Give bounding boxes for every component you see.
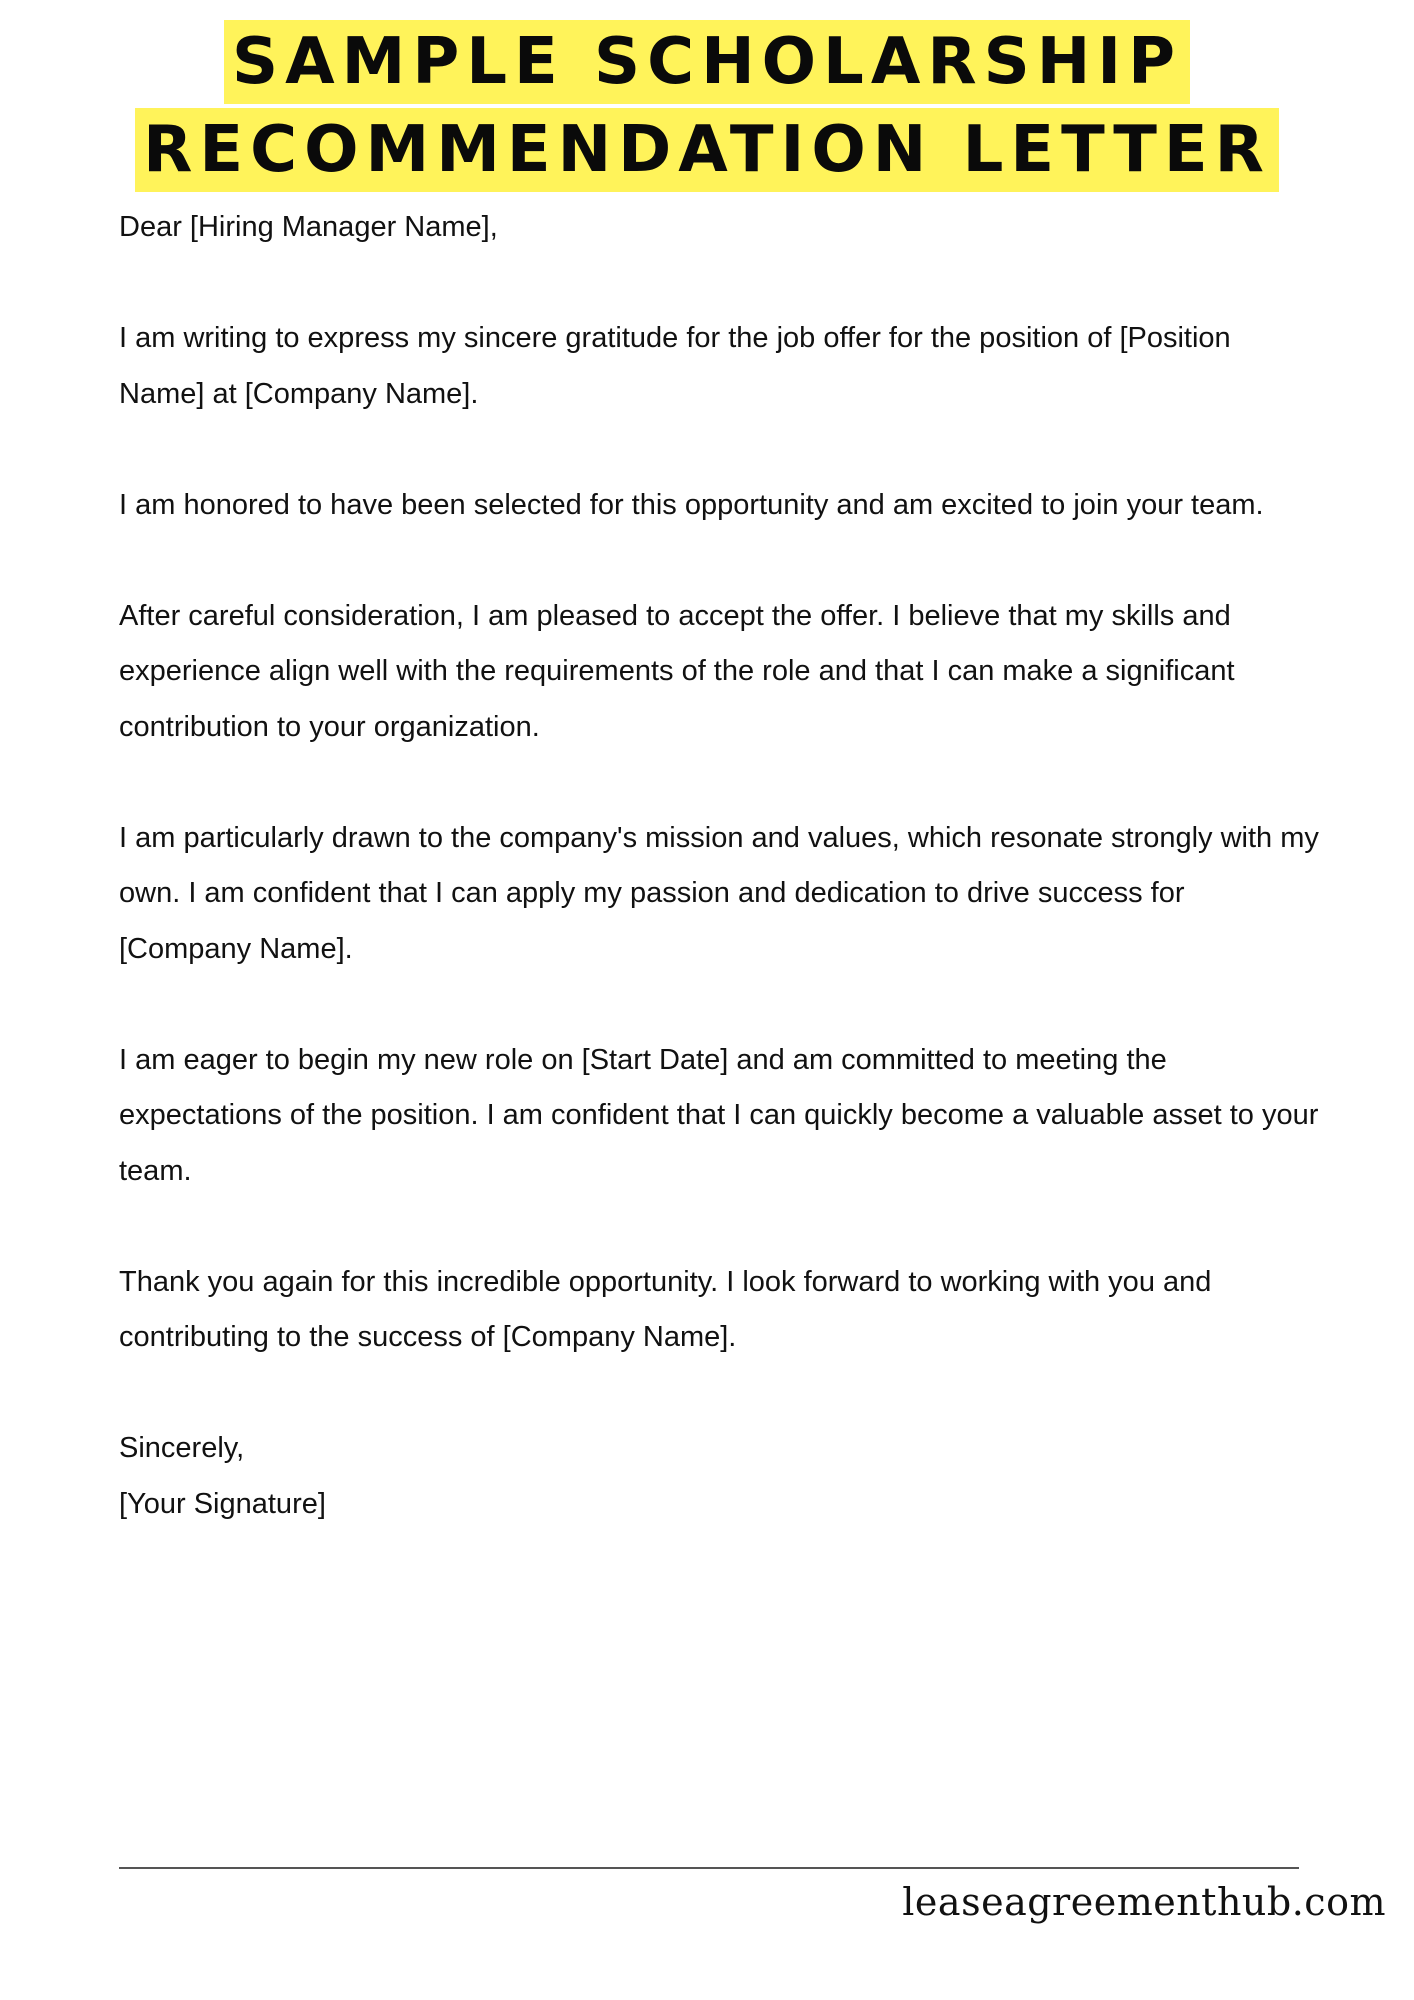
paragraph-2: I am honored to have been selected for this opportunity and am excited to join your team. [119, 488, 1264, 521]
document-title [0, 20, 1414, 192]
footer-divider [119, 1867, 1299, 1869]
signature: [Your Signature] [119, 1487, 326, 1520]
paragraph-1: I am writing to express my sincere gratitude for the job offer for the position of [Position Name] at [Company Name]. [119, 322, 1231, 410]
title-line-2: RECOMMENDATION LETTER [135, 108, 1279, 192]
salutation: Dear [Hiring Manager Name], [119, 211, 498, 243]
footer-website: leaseagreementhub.com [902, 1880, 1386, 1924]
paragraph-6: Thank you again for this incredible opportunity. I look forward to working with you and contributing to the success of [Company Name]. [119, 1265, 1212, 1353]
paragraph-4: I am particularly drawn to the company's mission and values, which resonate strongly with my own. I am confident that I can apply my passion and dedication to drive success for [Company Name]. [119, 821, 1319, 965]
paragraph-3: After careful consideration, I am pleased to accept the offer. I believe that my skills and experience align well with the requirements of the role and that I can make a significant contribution to your organization. [119, 599, 1235, 743]
closing: Sincerely, [119, 1432, 245, 1464]
title-line-1: SAMPLE SCHOLARSHIP [224, 20, 1190, 104]
paragraph-5: I am eager to begin my new role on [Start Date] and am committed to meeting the expectations of the position. I am confident that I can quickly become a valuable asset to your team. [119, 1043, 1319, 1187]
letter-body [119, 200, 1319, 1532]
